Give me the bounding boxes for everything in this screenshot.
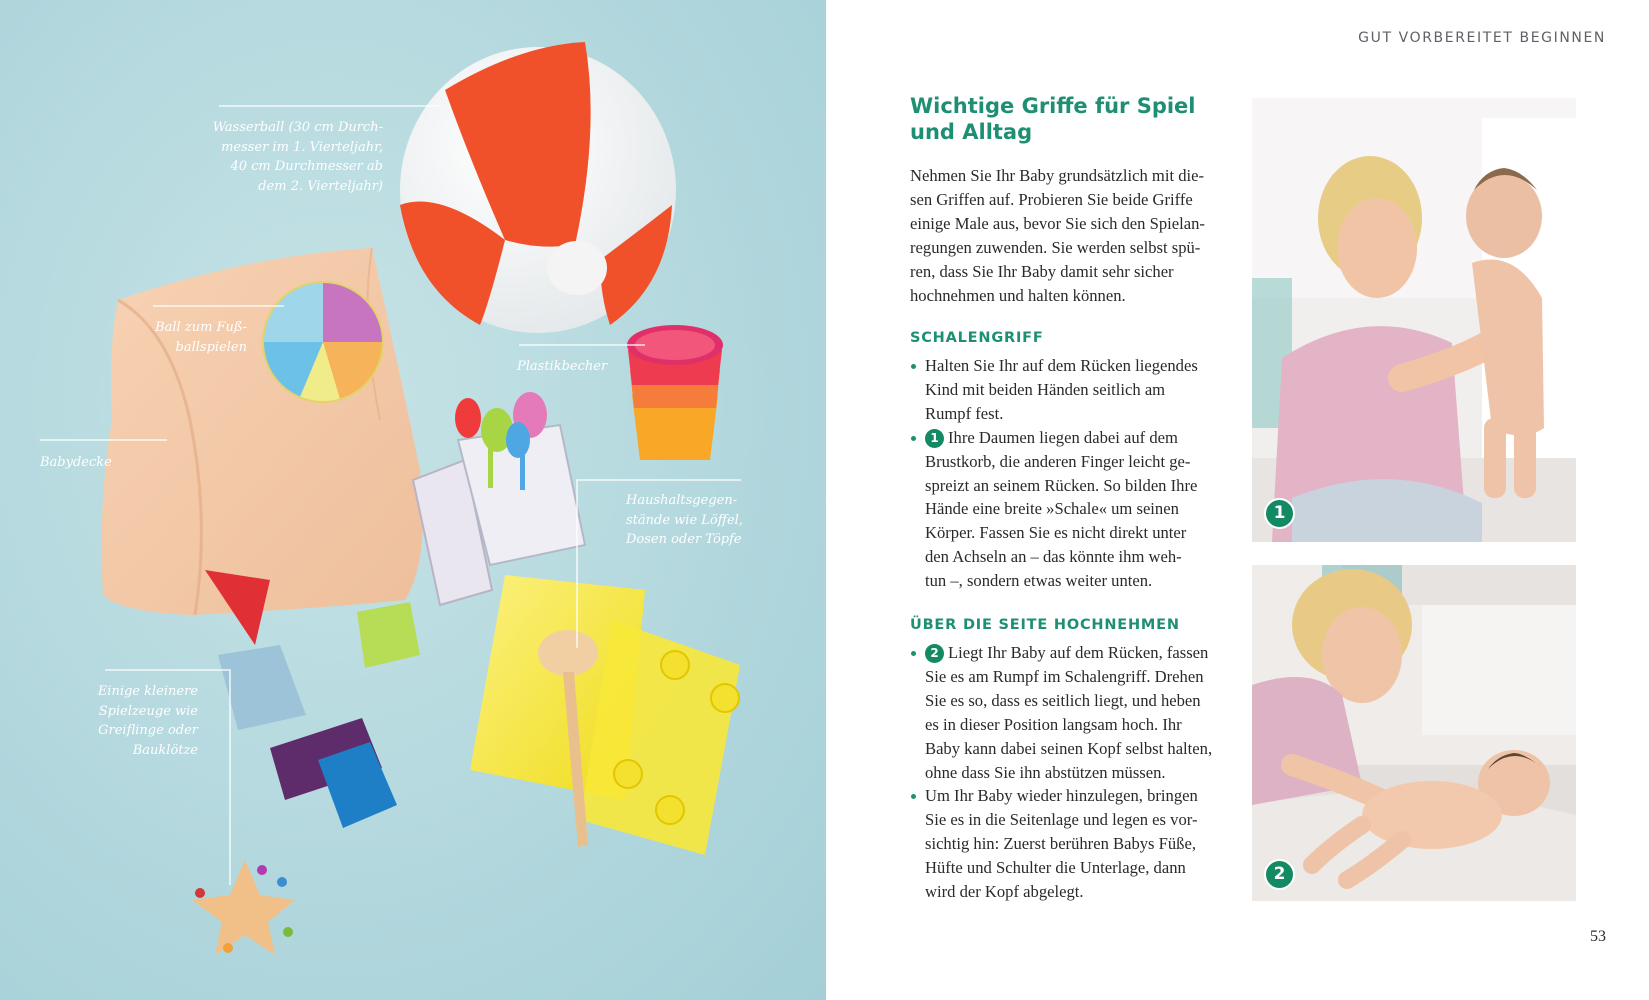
bullet-dot-icon <box>911 794 916 799</box>
ball-fussball <box>263 282 383 402</box>
dosen-mit-loeffeln <box>413 392 585 605</box>
babydecke-blanket <box>102 248 423 615</box>
greifling <box>192 860 295 955</box>
wasserball <box>400 42 676 333</box>
photo-2-badge: 2 <box>1264 859 1295 890</box>
gelbe-dose <box>470 575 740 855</box>
bullet-dot-icon <box>911 364 916 369</box>
bausteine <box>205 570 420 828</box>
photo-seitlich-hochnehmen <box>1252 565 1576 901</box>
step-1-badge: 1 <box>925 429 944 448</box>
caption-wasserball: Wasserball (30 cm Durch- messer im 1. Vierteljahr, 40 cm Durchmesser ab dem 2. Vierteljahr) <box>212 120 383 194</box>
list-schalengriff <box>910 354 1250 593</box>
caption-spielzeuge: Einige kleinere Spielzeuge wie Greiflinge oder Bauklötze <box>97 684 198 758</box>
page-number: 53 <box>1590 928 1606 945</box>
heading-schalengriff: SCHALENGRIFF <box>910 330 1044 346</box>
list-item <box>910 354 1250 426</box>
bullet-dot-icon <box>911 436 916 441</box>
list-item <box>910 641 1250 784</box>
running-header: GUT VORBEREITET BEGINNEN <box>1358 30 1606 46</box>
list-ueber-die-seite <box>910 641 1250 904</box>
caption-haushalt: Haushaltsgegen- stände wie Löffel, Dosen oder Töpfe <box>626 493 743 547</box>
caption-plastikbecher: Plastikbecher <box>517 359 608 374</box>
text-page <box>826 0 1649 1000</box>
bullet-text: Liegt Ihr Baby auf dem Rücken, fassen Sie es am Rumpf im Schalengriff. Drehen Sie es so, dass es seitlich liegt, und heben es in dieser Position langsam hoch. Ihr Baby kann dabei seinen Kopf selbst halten, ohne dass Sie ihn abstützen müssen. <box>925 643 1213 782</box>
photo-1-badge: 1 <box>1264 498 1295 529</box>
section-title: Wichtige Griffe für Spiel und Alltag <box>910 94 1196 144</box>
list-item <box>910 426 1250 593</box>
caption-babydecke: Babydecke <box>40 455 112 470</box>
step-2-badge: 2 <box>925 644 944 663</box>
bullet-text: Um Ihr Baby wieder hinzulegen, bringen Sie es in die Seitenlage und legen es vor- sichtig hin: Zuerst berühren Babys Füße, Hüfte und Schulter die Unterlage, dann wird der Kopf abgelegt. <box>925 786 1198 902</box>
list-item <box>910 784 1250 904</box>
caption-ball: Ball zum Fuß- ballspielen <box>155 320 247 355</box>
heading-ueber-die-seite: ÜBER DIE SEITE HOCHNEHMEN <box>910 617 1180 633</box>
bullet-text: Ihre Daumen liegen dabei auf dem Brustkorb, die anderen Finger leicht ge- spreizt an seinem Rücken. So bilden Ihre Hände eine breite »Schale« um seinen Körper. Fassen Sie es nicht direkt unter den Achseln an – das könnte ihm weh- tun –, sondern etwas weiter unten. <box>925 427 1198 591</box>
bullet-dot-icon <box>911 651 916 656</box>
intro-paragraph: Nehmen Sie Ihr Baby grundsätzlich mit die- sen Griffen auf. Probieren Sie beide Griffe einige Male aus, bevor Sie sich den Spielan- regungen zuwenden. Sie werden selbst spü- ren, dass Sie Ihr Baby damit sehr sicher hochnehmen und halten können. <box>910 166 1205 305</box>
photo-schalengriff <box>1252 98 1576 542</box>
bullet-text: Halten Sie Ihr auf dem Rücken liegendes Kind mit beiden Händen seitlich am Rumpf fest. <box>925 356 1198 423</box>
